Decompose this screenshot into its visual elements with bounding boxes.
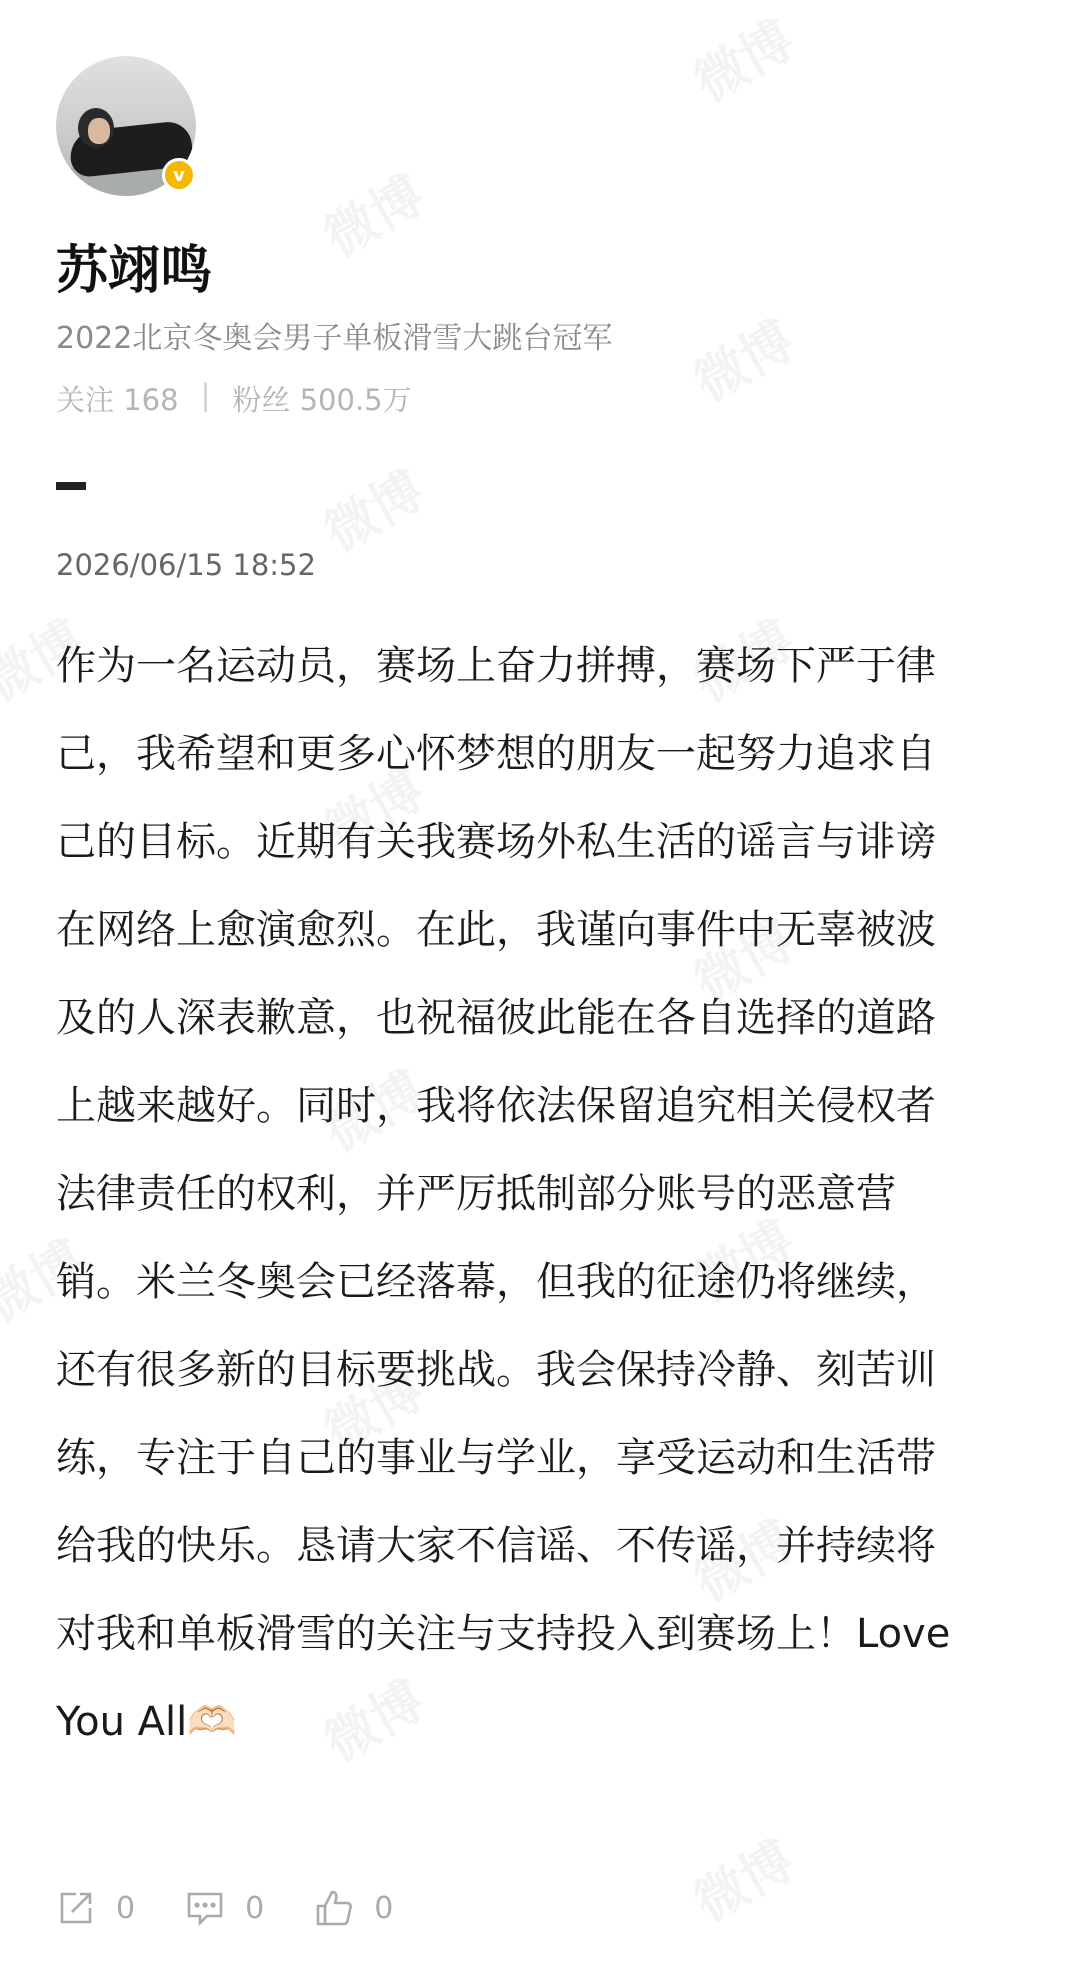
avatar[interactable] — [56, 56, 196, 196]
following-label: 关注 — [56, 383, 115, 417]
post-body — [56, 622, 1024, 1766]
repost-button[interactable] — [56, 1888, 135, 1928]
post-line: 练，专注于自己的事业与学业，享受运动和生活带 — [56, 1435, 936, 1481]
post-line: 上越来越好。同时，我将依法保留追究相关侵权者 — [56, 1083, 936, 1129]
post-line: 给我的快乐。恳请大家不信谣、不传谣，并持续将 — [56, 1523, 936, 1569]
post-line: You All🫶🏻 — [56, 1699, 238, 1745]
followers-count: 500.5万 — [299, 383, 412, 417]
post-line: 作为一名运动员，赛场上奋力拼搏，赛场下严于律 — [56, 643, 936, 689]
post-line: 及的人深表歉意，也祝福彼此能在各自选择的道路 — [56, 995, 936, 1041]
repost-count: 0 — [116, 1890, 136, 1926]
like-count: 0 — [374, 1890, 394, 1926]
watermark — [678, 0, 806, 116]
watermark — [308, 449, 436, 566]
post-line: 还有很多新的目标要挑战。我会保持冷静、刻苦训 — [56, 1347, 936, 1393]
repost-icon — [56, 1888, 96, 1928]
watermark — [308, 154, 436, 271]
comment-icon — [185, 1888, 225, 1928]
post-line: 己的目标。近期有关我赛场外私生活的谣言与诽谤 — [56, 819, 936, 865]
comment-count: 0 — [245, 1890, 265, 1926]
like-button[interactable] — [314, 1888, 393, 1928]
thumbs-up-icon — [314, 1888, 354, 1928]
post-line: 销。米兰冬奥会已经落幕，但我的征途仍将继续， — [56, 1259, 936, 1305]
post-line: 对我和单板滑雪的关注与支持投入到赛场上！Love — [56, 1611, 951, 1657]
post-line: 法律责任的权利，并严厉抵制部分账号的恶意营 — [56, 1171, 896, 1217]
followers-stat[interactable] — [232, 378, 411, 419]
comment-button[interactable] — [185, 1888, 264, 1928]
post-line: 己，我希望和更多心怀梦想的朋友一起努力追求自 — [56, 731, 936, 777]
stats-separator: | — [200, 378, 211, 412]
post-line: 在网络上愈演愈烈。在此，我谨向事件中无辜被波 — [56, 907, 936, 953]
followers-label: 粉丝 — [232, 383, 291, 417]
verified-badge-icon: v — [162, 158, 196, 192]
profile-bio: 2022北京冬奥会男子单板滑雪大跳台冠军 — [56, 321, 613, 356]
profile-name[interactable]: 苏翊鸣 — [56, 241, 213, 301]
post-action-bar — [56, 1888, 443, 1928]
profile-stats — [56, 378, 412, 419]
section-divider-mark — [56, 482, 86, 490]
following-stat[interactable] — [56, 378, 179, 419]
post-timestamp: 2026/06/15 18:52 — [56, 548, 316, 582]
watermark — [678, 1819, 806, 1936]
watermark — [678, 299, 806, 416]
following-count: 168 — [123, 383, 179, 417]
